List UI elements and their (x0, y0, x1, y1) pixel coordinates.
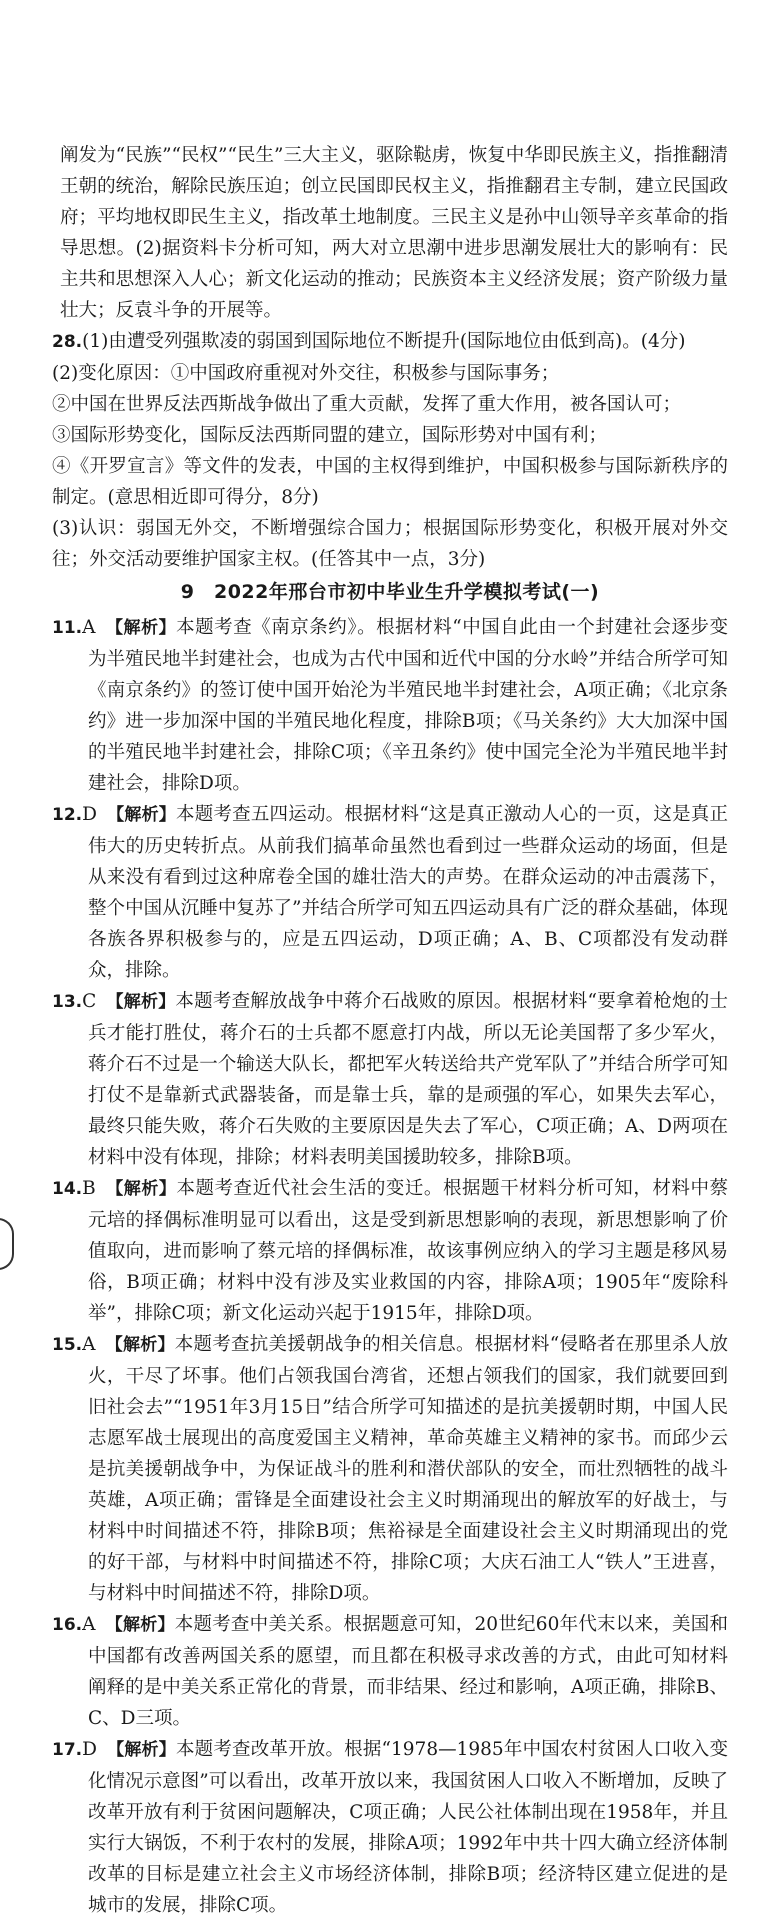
question-28 (52, 326, 728, 575)
analysis-text: 本题考查近代社会生活的变迁。根据题干材料分析可知，材料中蔡元培的择偶标准明显可以看出，这是受到新思想影响的表现，新思想影响了价值取向，进而影响了蔡元培的择偶标准，故该事例应纳入的学习主题是移风易俗，B项正确；材料中没有涉及实业救国的内容，排除A项；1905年“废除科举”，排除C项；新文化运动兴起于1915年，排除D项。 (88, 1178, 729, 1324)
question-number: 17. (52, 1740, 83, 1760)
question-number: 15. (52, 1335, 83, 1355)
question-item (52, 1173, 728, 1329)
analysis-text: 本题考查改革开放。根据“1978—1985年中国农村贫困人口收入变化情况示意图”可以看出，改革开放以来，我国贫困人口收入不断增加，反映了改革开放有利于贫困问题解决，C项正确；人民公社体制出现在1958年，并且实行大锅饭，不利于农村的发展，排除A项；1992年中共十四大确立经济体制改革的目标是建立社会主义市场经济体制，排除B项；经济特区建立促进的是城市的发展，排除C项。 (88, 1739, 729, 1916)
analysis-tag: 【解析】 (106, 1740, 176, 1760)
analysis-text: 本题考查五四运动。根据材料“这是真正激动人心的一页，这是真正伟大的历史转折点。从前我们搞革命虽然也看到过一些群众运动的场面，但是从来没有看到过这种席卷全国的雄壮浩大的声势。在群众运动的冲击震荡下，整个中国从沉睡中复苏了”并结合所学可知五四运动具有广泛的群众基础，体现各族各界积极参与的，应是五四运动，D项正确；A、B、C项都没有发动群众，排除。 (88, 804, 728, 981)
question-item (52, 799, 728, 986)
analysis-text: 本题考查抗美援朝战争的相关信息。根据材料“侵略者在那里杀人放火，干尽了坏事。他们占领我国台湾省，还想占领我们的国家，我们就要回到旧社会去”“1951年3月15日”结合所学可知描述的是抗美援朝时期，中国人民志愿军战士展现出的高度爱国主义精神，革命英雄主义精神的家书。而邱少云是抗美援朝战争中，为保证战斗的胜利和潜伏部队的安全，而壮烈牺牲的战斗英雄，A项正确；雷锋是全面建设社会主义时期涌现出的解放军的好战士，与材料中时间描述不符，排除B项；焦裕禄是全面建设社会主义时期涌现出的党的好干部，与材料中时间描述不符，排除C项；大庆石油工人“铁人”王进喜，与材料中时间描述不符，排除D项。 (88, 1334, 729, 1604)
q28-reason-4: ④《开罗宣言》等文件的发表，中国的主权得到维护，中国积极参与国际新秩序的制定。(意思相近即可得分，8分) (52, 456, 728, 508)
answer-letter: A (82, 1614, 96, 1635)
analysis-tag: 【解析】 (105, 1615, 175, 1635)
question-number: 11. (52, 618, 83, 638)
question-number: 12. (52, 805, 83, 825)
analysis-tag: 【解析】 (106, 992, 176, 1012)
q28-number: 28. (52, 332, 83, 352)
q28-part1: (1)由遭受列强欺凌的弱国到国际地位不断提升(国际地位由低到高)。(4分) (82, 331, 686, 352)
answer-page (52, 140, 728, 1921)
answer-letter: D (82, 1739, 97, 1760)
question-number: 13. (52, 992, 83, 1012)
question-item (52, 1609, 728, 1734)
analysis-tag: 【解析】 (105, 1335, 175, 1355)
analysis-tag: 【解析】 (105, 618, 177, 638)
question-item (52, 1329, 728, 1609)
answer-letter: B (82, 1178, 96, 1199)
q28-part2-intro: (2)变化原因：①中国政府重视对外交往，积极参与国际事务； (52, 363, 560, 384)
q28-reason-3: ③国际形势变化，国际反法西斯同盟的建立，国际形势对中国有利； (52, 425, 608, 446)
answer-letter: C (82, 991, 97, 1012)
answer-letter: A (82, 1334, 96, 1355)
analysis-text: 本题考查中美关系。根据题意可知，20世纪60年代末以来，美国和中国都有改善两国关系的愿望，而且都在积极寻求改善的方式，由此可知材料阐释的是中美关系正常化的背景，而非结果、经过和影响，A项正确，排除B、C、D三项。 (88, 1614, 728, 1729)
analysis-tag: 【解析】 (105, 1179, 177, 1199)
q28-line-1 (52, 326, 728, 358)
section-title: 9 2022年邢台市初中毕业生升学模拟考试(一) (180, 581, 600, 603)
answer-letter: A (82, 617, 96, 638)
analysis-text: 本题考查解放战争中蒋介石战败的原因。根据材料“要拿着枪炮的士兵才能打胜仗，蒋介石的士兵都不愿意打内战，所以无论美国帮了多少军火，蒋介石不过是一个输送大队长，都把军火转送给共产党军队了”并结合所学可知打仗不是靠新式武器装备，而是靠士兵，靠的是顽强的军心，如果失去军心，最终只能失败，蒋介石失败的主要原因是失去了军心，C项正确；A、D两项在材料中没有体现，排除；材料表明美国援助较多，排除B项。 (88, 991, 728, 1168)
answer-letter: D (82, 804, 97, 825)
question-number: 16. (52, 1615, 83, 1635)
q28-reason-2: ②中国在世界反法西斯战争做出了重大贡献，发挥了重大作用，被各国认可； (52, 394, 682, 415)
question-number: 14. (52, 1179, 83, 1199)
binding-hole-mark (0, 1218, 14, 1270)
question-item (52, 1734, 728, 1921)
question-item (52, 986, 728, 1173)
intro-paragraph: 阐发为“民族”“民权”“民生”三大主义，驱除鞑虏，恢复中华即民族主义，指推翻清王朝的统治，解除民族压迫；创立民国即民权主义，指推翻君主专制，建立民国政府；平均地权即民生主义，指改革土地制度。三民主义是孙中山领导辛亥革命的指导思想。(2)据资料卡分析可知，两大对立思潮中进步思潮发展壮大的影响有：民主共和思想深入人心；新文化运动的推动；民族资本主义经济发展；资产阶级力量壮大；反袁斗争的开展等。 (60, 145, 728, 321)
question-list (52, 612, 728, 1921)
analysis-tag: 【解析】 (106, 805, 177, 825)
question-item (52, 612, 728, 799)
q28-part3: (3)认识：弱国无外交，不断增强综合国力；根据国际形势变化，积极开展对外交往；外交活动要维护国家主权。(任答其中一点，3分) (52, 518, 728, 570)
analysis-text: 本题考查《南京条约》。根据材料“中国自此由一个封建社会逐步变为半殖民地半封建社会，也成为古代中国和近代中国的分水岭”并结合所学可知《南京条约》的签订使中国开始沦为半殖民地半封建社会，A项正确；《北京条约》进一步加深中国的半殖民地化程度，排除B项；《马关条约》大大加深中国的半殖民地半封建社会，排除C项；《辛丑条约》使中国完全沦为半殖民地半封建社会，排除D项。 (88, 617, 729, 794)
